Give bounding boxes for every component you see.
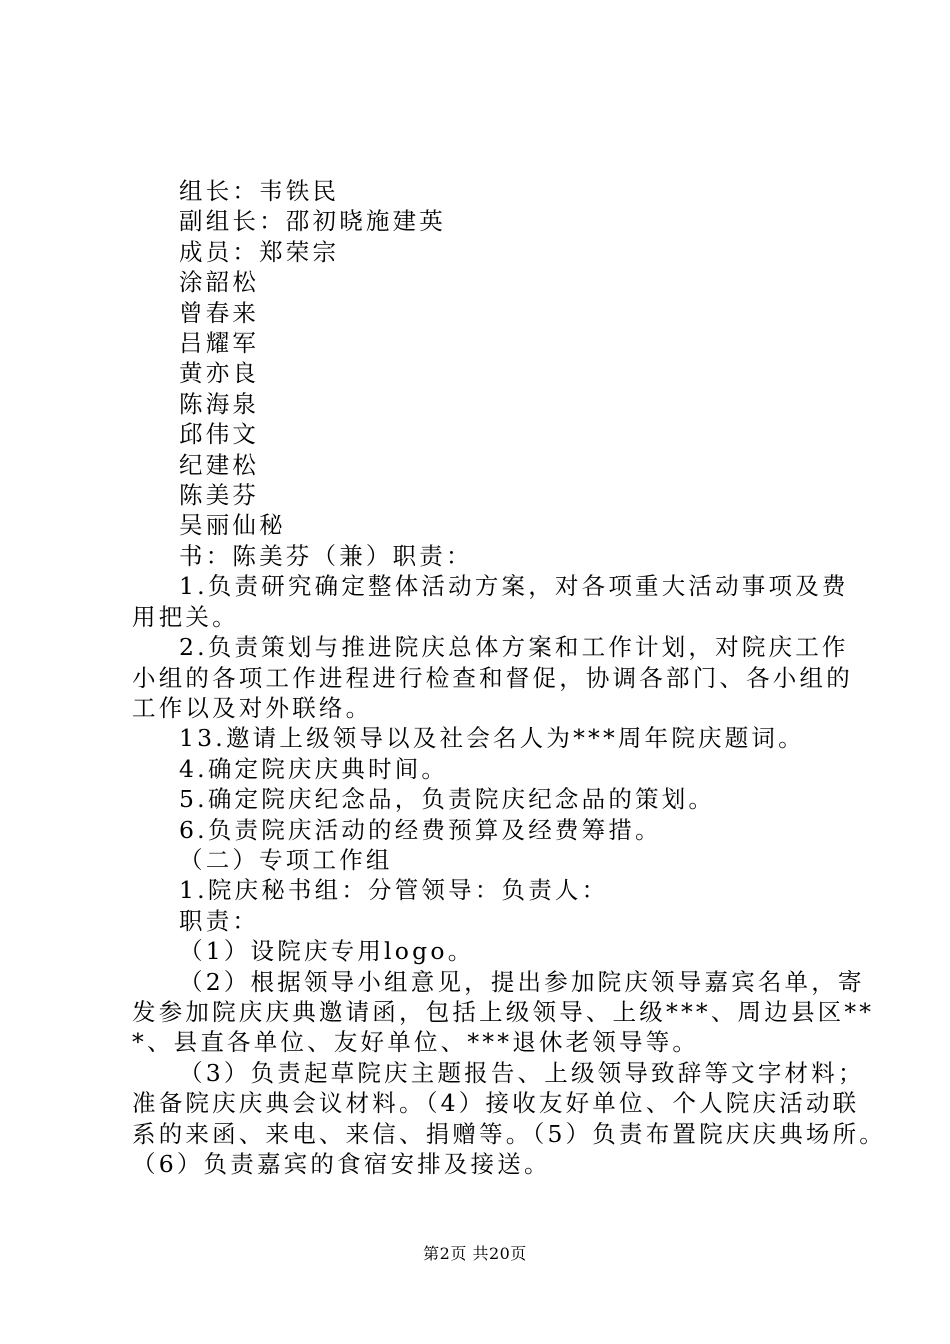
paragraph-line: （3）负责起草院庆主题报告、上级领导致辞等文字材料； [179,1058,865,1087]
paragraph-line: 小组的各项工作进程进行检查和督促，协调各部门、各小组的 [132,663,853,692]
deputy-leader-line: 副组长：邵初晓施建英 [179,207,446,236]
member-name: 曾春来 [179,298,260,327]
paragraph-line: 工作以及对外联络。 [132,693,373,722]
paragraph-line: 2.负责策划与推进院庆总体方案和工作计划，对院庆工作 [179,633,849,662]
paragraph-line: （6）负责嘉宾的食宿安排及接送。 [132,1150,551,1178]
document-body [132,176,887,1179]
paragraph-line: 系的来函、来电、来信、捐赠等。（5）负责布置院庆庆典场所。 [132,1119,887,1148]
member-name: 吕耀军 [179,329,260,358]
paragraph-line: 1.负责研究确定整体活动方案，对各项重大活动事项及费 [179,572,849,601]
page-number-footer: 第2页 共20页 [423,1244,527,1263]
secretary-duties-line: 书：陈美芬（兼）职责： [179,541,473,570]
paragraph-line: 13.邀请上级领导以及社会名人为***周年院庆题词。 [179,724,805,753]
member-name: 陈海泉 [179,389,260,418]
paragraph-line: 发参加院庆庆典邀请函，包括上级领导、上级***、周边县区** [132,997,875,1026]
leader-line: 组长：韦铁民 [179,177,340,205]
paragraph-line: 5.确定院庆纪念品，负责院庆纪念品的策划。 [179,785,716,814]
member-name: 陈美芬 [179,481,260,510]
members-line: 成员：郑荣宗 [179,237,340,266]
member-name: 纪建松 [179,450,260,479]
paragraph-line: 4.确定院庆庆典时间。 [179,754,449,783]
paragraph-line: *、县直各单位、友好单位、***退休老领导等。 [132,1028,700,1057]
member-name: 邱伟文 [179,420,260,449]
member-name: 黄亦良 [179,359,260,388]
paragraph-line: 用把关。 [132,602,239,631]
paragraph-line: 6.负责院庆活动的经费预算及经费筹措。 [179,815,662,844]
paragraph-line: 准备院庆庆典会议材料。（4）接收友好单位、个人院庆活动联 [132,1089,860,1118]
paragraph-line: （2）根据领导小组意见，提出参加院庆领导嘉宾名单，寄 [179,967,865,996]
member-name: 吴丽仙秘 [179,511,286,540]
paragraph-line: 1.院庆秘书组：分管领导：负责人： [179,876,609,905]
section-heading: （二）专项工作组 [179,845,393,874]
paragraph-line: （1）设院庆专用logo。 [179,937,475,966]
paragraph-line: 职责： [179,906,260,935]
member-name: 涂韶松 [179,268,260,297]
